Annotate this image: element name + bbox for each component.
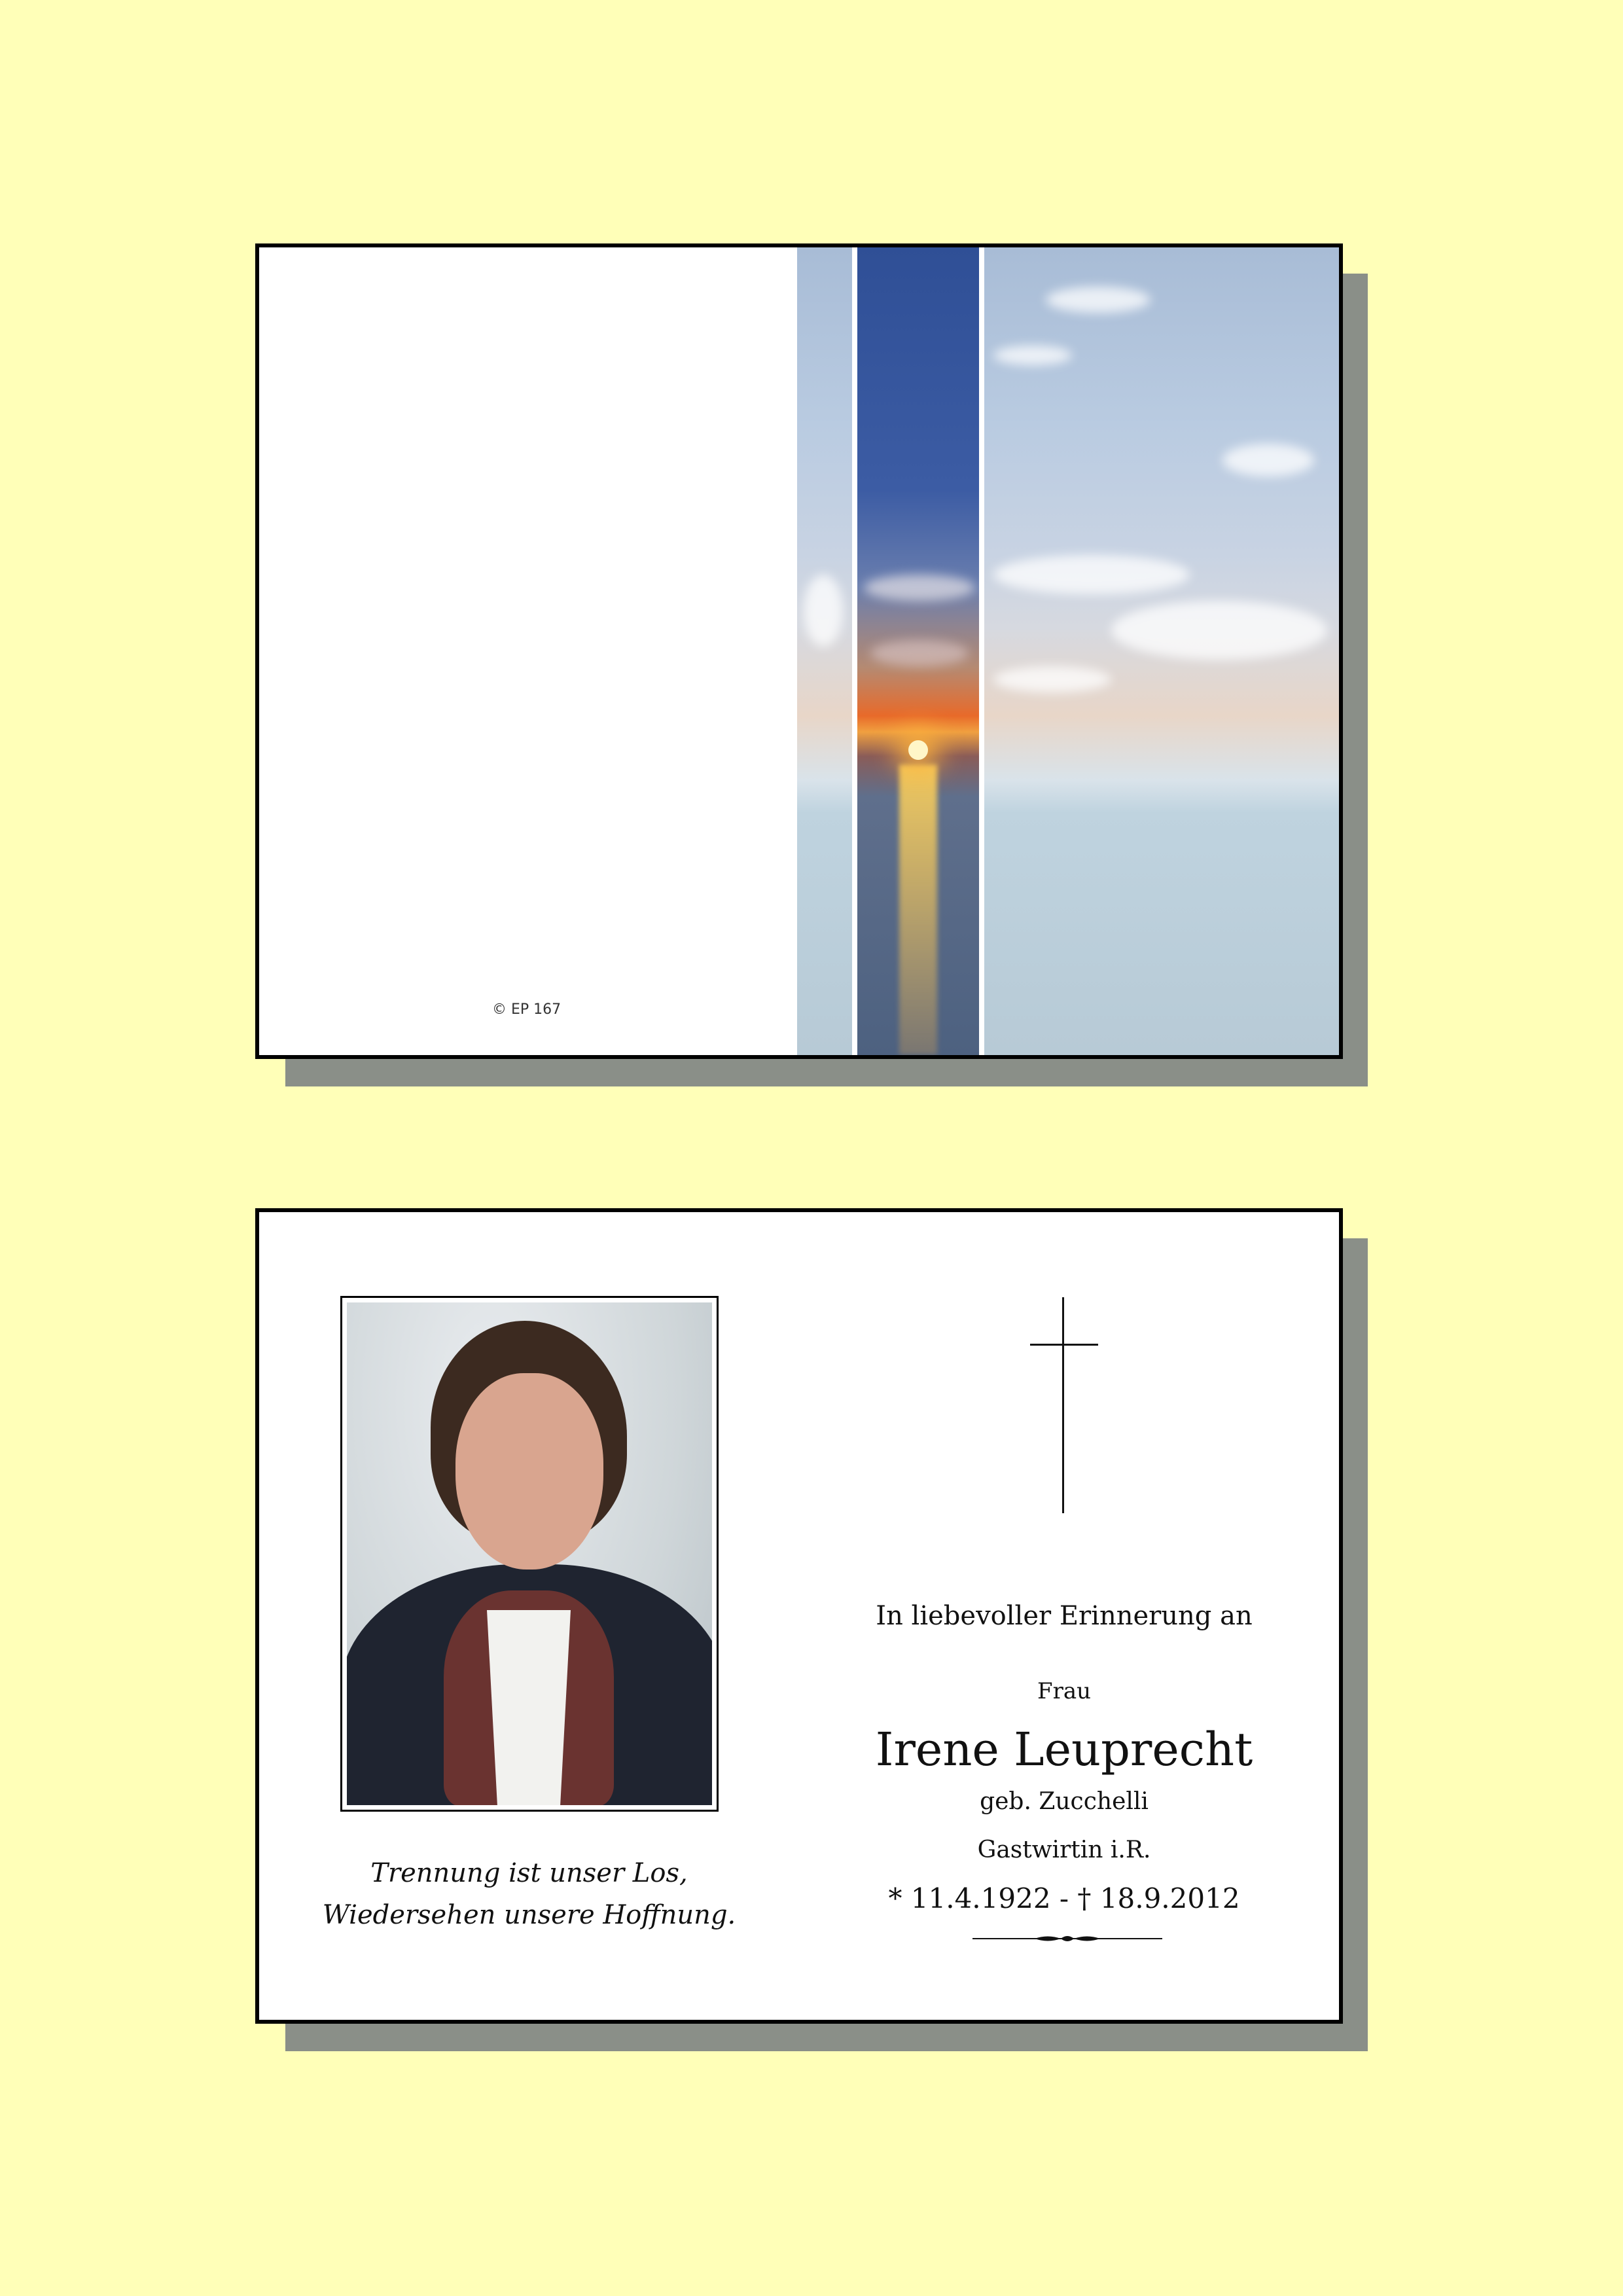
quote-line-2: Wiedersehen unsere Hoffnung. bbox=[322, 1900, 736, 1930]
memorial-title: Frau bbox=[1037, 1678, 1091, 1704]
copyright-mark: © EP 167 bbox=[492, 1001, 562, 1018]
farewell-quote bbox=[285, 1852, 773, 1936]
front-card bbox=[255, 243, 1343, 1059]
life-dates: * 11.4.1922 - † 18.9.2012 bbox=[888, 1882, 1240, 1914]
cross-icon-bar bbox=[1030, 1344, 1098, 1346]
portrait-photo bbox=[347, 1302, 712, 1805]
memorial-intro: In liebevoller Erinnerung an bbox=[876, 1601, 1253, 1631]
occupation: Gastwirtin i.R. bbox=[977, 1837, 1151, 1863]
ornament-divider-icon bbox=[972, 1932, 1162, 1945]
portrait-face bbox=[455, 1373, 603, 1570]
sunset-sea-picture bbox=[797, 247, 1339, 1055]
sun-reflection bbox=[899, 764, 937, 1055]
quote-line-1: Trennung ist unser Los, bbox=[370, 1858, 688, 1888]
sunset-strip bbox=[857, 247, 979, 1055]
sun-icon bbox=[908, 740, 928, 760]
birth-name: geb. Zucchelli bbox=[980, 1788, 1149, 1815]
back-card bbox=[255, 1208, 1343, 2024]
portrait-frame bbox=[340, 1296, 719, 1812]
deceased-name: Irene Leuprecht bbox=[875, 1723, 1253, 1776]
strip-border-left bbox=[852, 247, 857, 1055]
cross-icon bbox=[1062, 1297, 1064, 1513]
strip-border-right bbox=[979, 247, 984, 1055]
